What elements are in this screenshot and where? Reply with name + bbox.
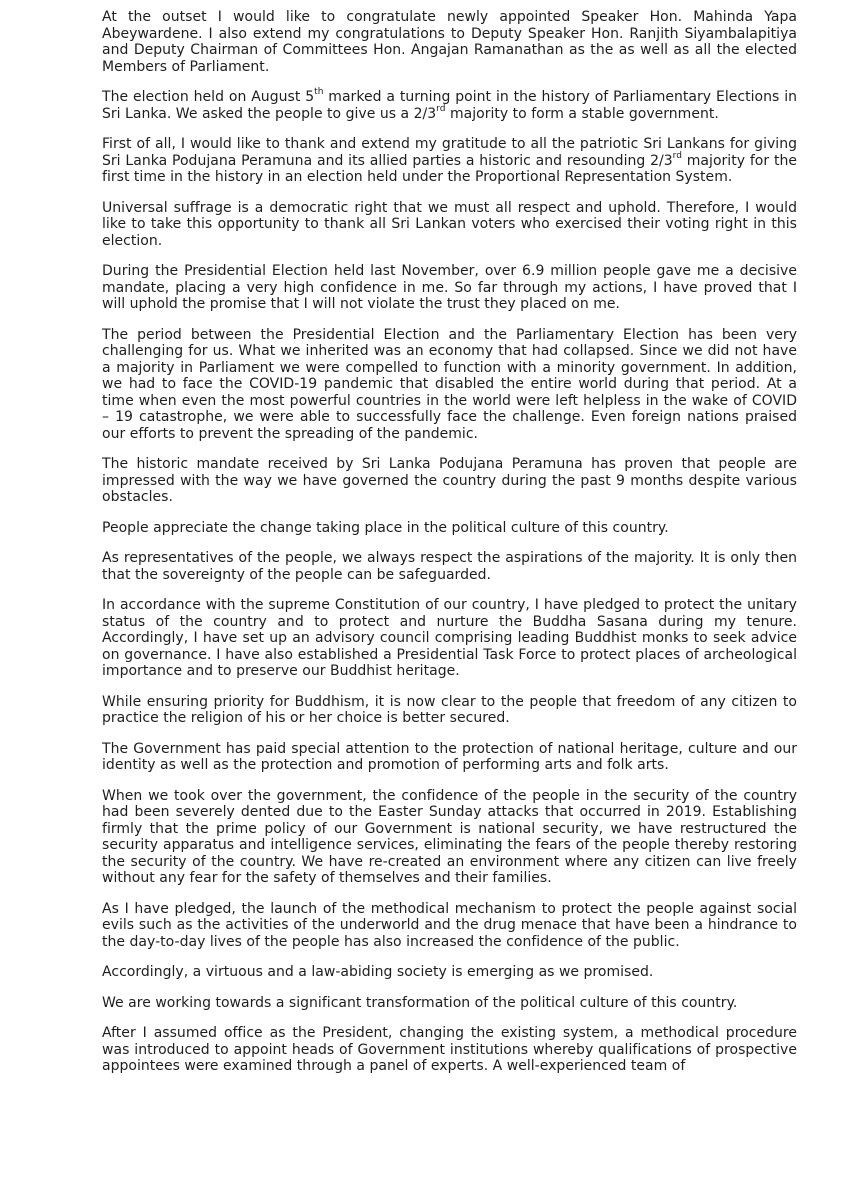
text-run: People appreciate the change taking place in the political culture of this country.	[102, 519, 669, 536]
paragraph-10	[102, 597, 797, 680]
paragraph-17	[102, 1025, 797, 1075]
text-run: The historic mandate received by Sri Lanka Podujana Peramuna has proven that people are impressed with the way we have governed the country during the past 9 months despite various obstacles.	[102, 456, 797, 505]
text-run: In accordance with the supreme Constitution of our country, I have pledged to protect the unitary status of the country and to protect and nurture the Buddha Sasana during my tenure. Accordingly, I have set up an advisory council comprising leading Buddhist monks to seek advice on governance. I have also established a Presidential Task Force to protect places of archeological importance and to preserve our Buddhist heritage.	[102, 597, 797, 679]
paragraph-9	[102, 550, 797, 583]
text-run: The period between the Presidential Election and the Parliamentary Election has been very challenging for us. What we inherited was an economy that had collapsed. Since we did not have a majority in Parliament we were compelled to function with a minority government. In addition, we had to face the COVID-19 pandemic that disabled the entire world during that period. At a time when even the most powerful countries in the world were left helpless in the wake of COVID – 19 catastrophe, we were able to successfully face the challenge. Even foreign nations praised our efforts to prevent the spreading of the pandemic.	[102, 326, 797, 442]
text-run: While ensuring priority for Buddhism, it is now clear to the people that freedom of any citizen to practice the religion of his or her choice is better secured.	[102, 693, 797, 726]
paragraph-16	[102, 995, 797, 1012]
text-run: When we took over the government, the confidence of the people in the security of the country had been severely dented due to the Easter Sunday attacks that occurred in 2019. Establishing firmly that the prime policy of our Government is national security, we have restructured the security apparatus and intelligence services, eliminating the fears of the people thereby restoring the security of the country. We have re-created an environment where any citizen can live freely without any fear for the safety of themselves and their families.	[102, 787, 797, 886]
text-run: Accordingly, a virtuous and a law-abiding society is emerging as we promised.	[102, 964, 654, 980]
paragraph-8	[102, 520, 797, 537]
paragraph-14	[102, 901, 797, 951]
text-run: As I have pledged, the launch of the methodical mechanism to protect the people against social evils such as the activities of the underworld and the drug menace that have been a hindrance to the day-to-day lives of the people has also increased the confidence of the public.	[102, 900, 797, 950]
text-run: During the Presidential Election held last November, over 6.9 million people gave me a decisive mandate, placing a very high confidence in me. So far through my actions, I have proved that I will uphold the promise that I will not violate the trust they placed on me.	[102, 263, 797, 312]
text-run: majority to form a stable government.	[445, 105, 719, 122]
text-run: The Government has paid special attention to the protection of national heritage, culture and our identity as well as the protection and promotion of performing arts and folk arts.	[102, 740, 797, 773]
superscript: th	[314, 87, 324, 98]
superscript: rd	[672, 150, 682, 161]
text-run: After I assumed office as the President, changing the existing system, a methodical procedure was introduced to appoint heads of Government institutions whereby qualifications of prospective appointees were examined through a panel of experts. A well-experienced team of	[102, 1025, 797, 1074]
paragraph-11	[102, 694, 797, 727]
paragraph-3	[102, 136, 797, 186]
text-run: The election held on August 5	[102, 89, 315, 105]
text-run: Universal suffrage is a democratic right that we must all respect and uphold. Therefore, I would like to take this opportunity to thank all Sri Lankan voters who exercised their voting right in this election.	[102, 199, 797, 249]
paragraph-1	[102, 9, 797, 75]
paragraph-4	[102, 200, 797, 250]
text-run: majority for the first time in the history in an election held under the Proportional Representation System.	[102, 152, 797, 185]
text-run: We are working towards a significant transformation of the political culture of this country.	[102, 994, 738, 1011]
paragraph-7	[102, 456, 797, 506]
text-run: First of all, I would like to thank and extend my gratitude to all the patriotic Sri Lankans for giving Sri Lanka Podujana Peramuna and its allied parties a historic and resounding 2/3	[102, 136, 797, 169]
superscript: rd	[436, 103, 446, 114]
paragraph-13	[102, 788, 797, 887]
text-run: marked a turning point in the history of Parliamentary Elections in Sri Lanka. We asked the people to give us a 2/3	[102, 89, 797, 122]
text-run: As representatives of the people, we always respect the aspirations of the majority. It is only then that the sovereignty of the people can be safeguarded.	[102, 550, 797, 583]
paragraph-12	[102, 741, 797, 774]
paragraph-6	[102, 327, 797, 443]
paragraph-2	[102, 89, 797, 122]
text-run: At the outset I would like to congratulate newly appointed Speaker Hon. Mahinda Yapa Abeywardene. I also extend my congratulations to Deputy Speaker Hon. Ranjith Siyambalapitiya and Deputy Chairman of Committees Hon. Angajan Ramanathan as the as well as all the elected Members of Parliament.	[102, 9, 797, 75]
document-page	[102, 9, 797, 1089]
paragraph-15	[102, 964, 797, 981]
paragraph-5	[102, 263, 797, 313]
